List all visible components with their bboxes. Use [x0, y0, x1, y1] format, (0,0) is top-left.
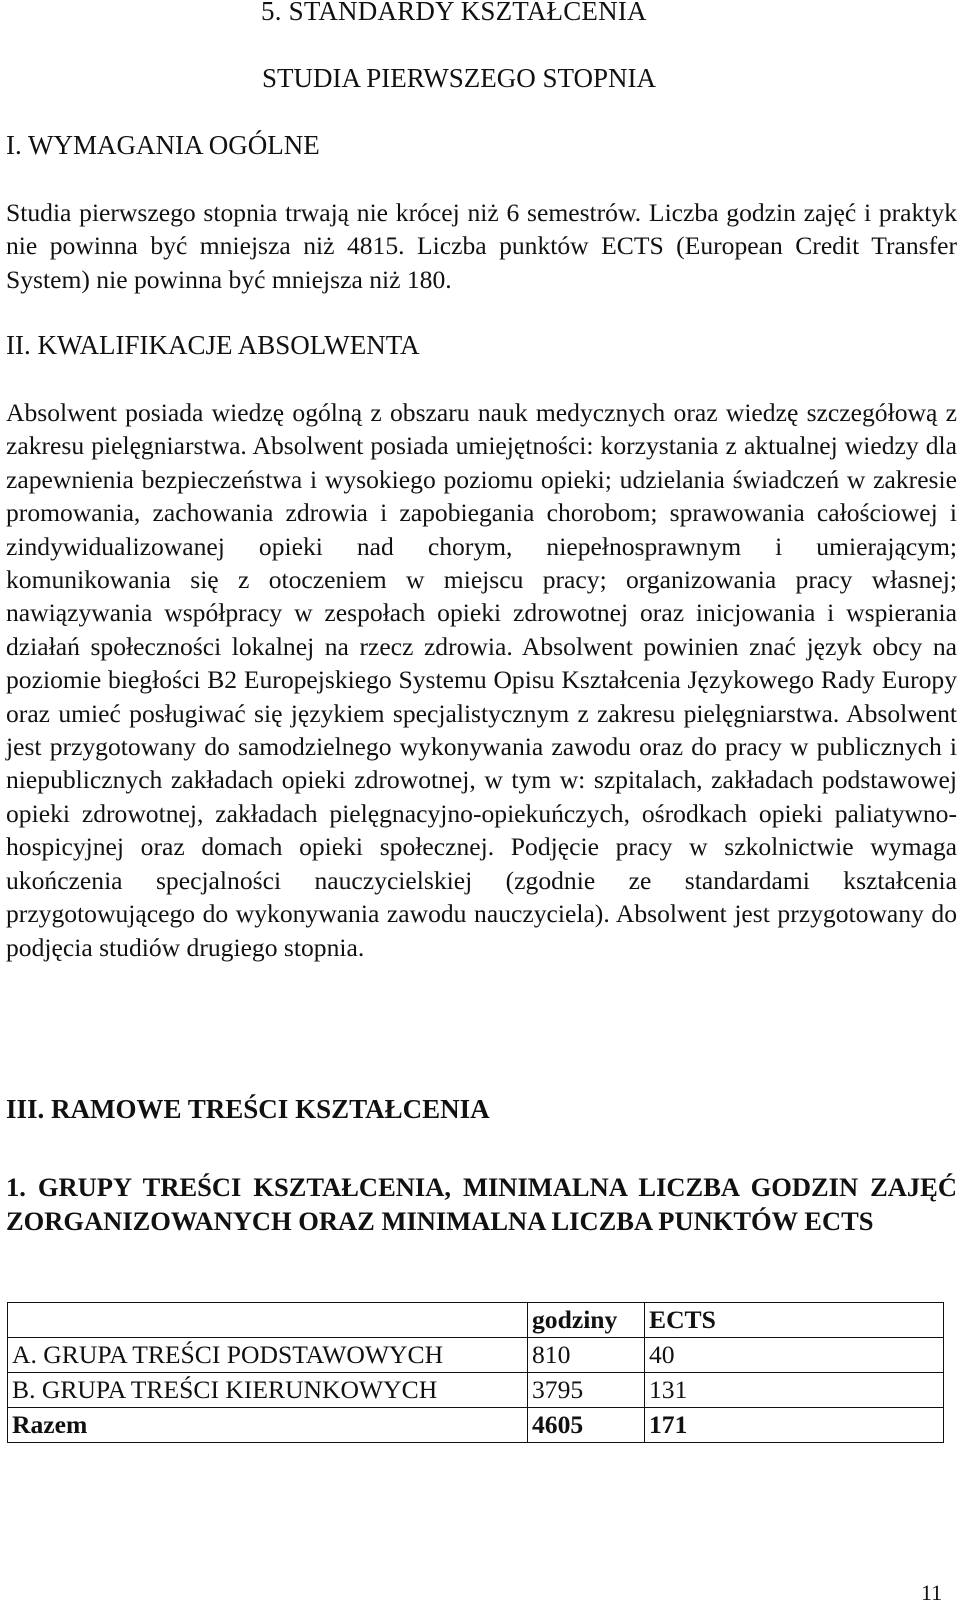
requirements-paragraph: Studia pierwszego stopnia trwają nie krócej niż 6 semestrów. Liczba godzin zajęć i praktyk nie powinna być mniejsza niż 4815. Liczba punktów ECTS (European Credit Transfer System) nie powinna być mniejsza niż 180. [6, 198, 957, 294]
page-number: 11 [921, 1580, 943, 1605]
subsection-heading-content-groups: 1. GRUPY TREŚCI KSZTAŁCENIA, MINIMALNA LICZBA GODZIN ZAJĘĆ ZORGANIZOWANYCH ORAZ MINIMALNA LICZBA PUNKTÓW ECTS [6, 1172, 957, 1236]
ects-table [7, 1302, 944, 1443]
document-subtitle: STUDIA PIERWSZEGO STOPNIA [262, 63, 657, 93]
table-row [8, 1338, 944, 1373]
table-total-ects: 171 [645, 1408, 944, 1443]
table-total-row [8, 1408, 944, 1443]
table-total-label: Razem [8, 1408, 528, 1443]
table-cell-hours: 3795 [528, 1373, 645, 1408]
table-total-hours: 4605 [528, 1408, 645, 1443]
table-cell-group: B. GRUPA TREŚCI KIERUNKOWYCH [8, 1373, 528, 1408]
section-heading-requirements: I. WYMAGANIA OGÓLNE [6, 130, 320, 160]
table-header-row [8, 1303, 944, 1338]
table-cell-ects: 131 [645, 1373, 944, 1408]
table-header-ects: ECTS [645, 1303, 944, 1338]
document-title: 5. STANDARDY KSZTAŁCENIA [261, 0, 647, 26]
table-cell-group: A. GRUPA TREŚCI PODSTAWOWYCH [8, 1338, 528, 1373]
table-cell-hours: 810 [528, 1338, 645, 1373]
table-header-hours: godziny [528, 1303, 645, 1338]
table-header-cell [8, 1303, 528, 1338]
section-heading-qualifications: II. KWALIFIKACJE ABSOLWENTA [6, 330, 420, 360]
qualifications-paragraph: Absolwent posiada wiedzę ogólną z obszaru nauk medycznych oraz wiedzę szczegółową z zakresu pielęgniarstwa. Absolwent posiada umiejętności: korzystania z aktualnej wiedzy dla zapewnienia bezpieczeństwa i wysokiego poziomu opieki; udzielania świadczeń w zakresie promowania, zachowania zdrowia i zapobiegania chorobom; sprawowania całościowej i zindywidualizowanej opieki nad chorym, niepełnosprawnym i umierającym; komunikowania się z otoczeniem w miejscu pracy; organizowania pracy własnej; nawiązywania współpracy w zespołach opieki zdrowotnej oraz inicjowania i wspierania działań społeczności lokalnej na rzecz zdrowia. Absolwent powinien znać język obcy na poziomie biegłości B2 Europejskiego Systemu Opisu Kształcenia Językowego Rady Europy oraz umieć posługiwać się językiem specjalistycznym z zakresu pielęgniarstwa. Absolwent jest przygotowany do samodzielnego wykonywania zawodu oraz do pracy w publicznych i niepublicznych zakładach opieki zdrowotnej, w tym w: szpitalach, zakładach podstawowej opieki zdrowotnej, zakładach pielęgnacyjno-opiekuńczych, ośrodkach opieki paliatywno-hospicyjnej oraz domach opieki społecznej. Podjęcie pracy w szkolnictwie wymaga ukończenia specjalności nauczycielskiej (zgodnie ze standardami kształcenia przygotowującego do wykonywania zawodu nauczyciela). Absolwent jest przygotowany do podjęcia studiów drugiego stopnia. [6, 398, 957, 962]
table-cell-ects: 40 [645, 1338, 944, 1373]
table-row [8, 1373, 944, 1408]
section-heading-curriculum: III. RAMOWE TREŚCI KSZTAŁCENIA [6, 1094, 490, 1124]
